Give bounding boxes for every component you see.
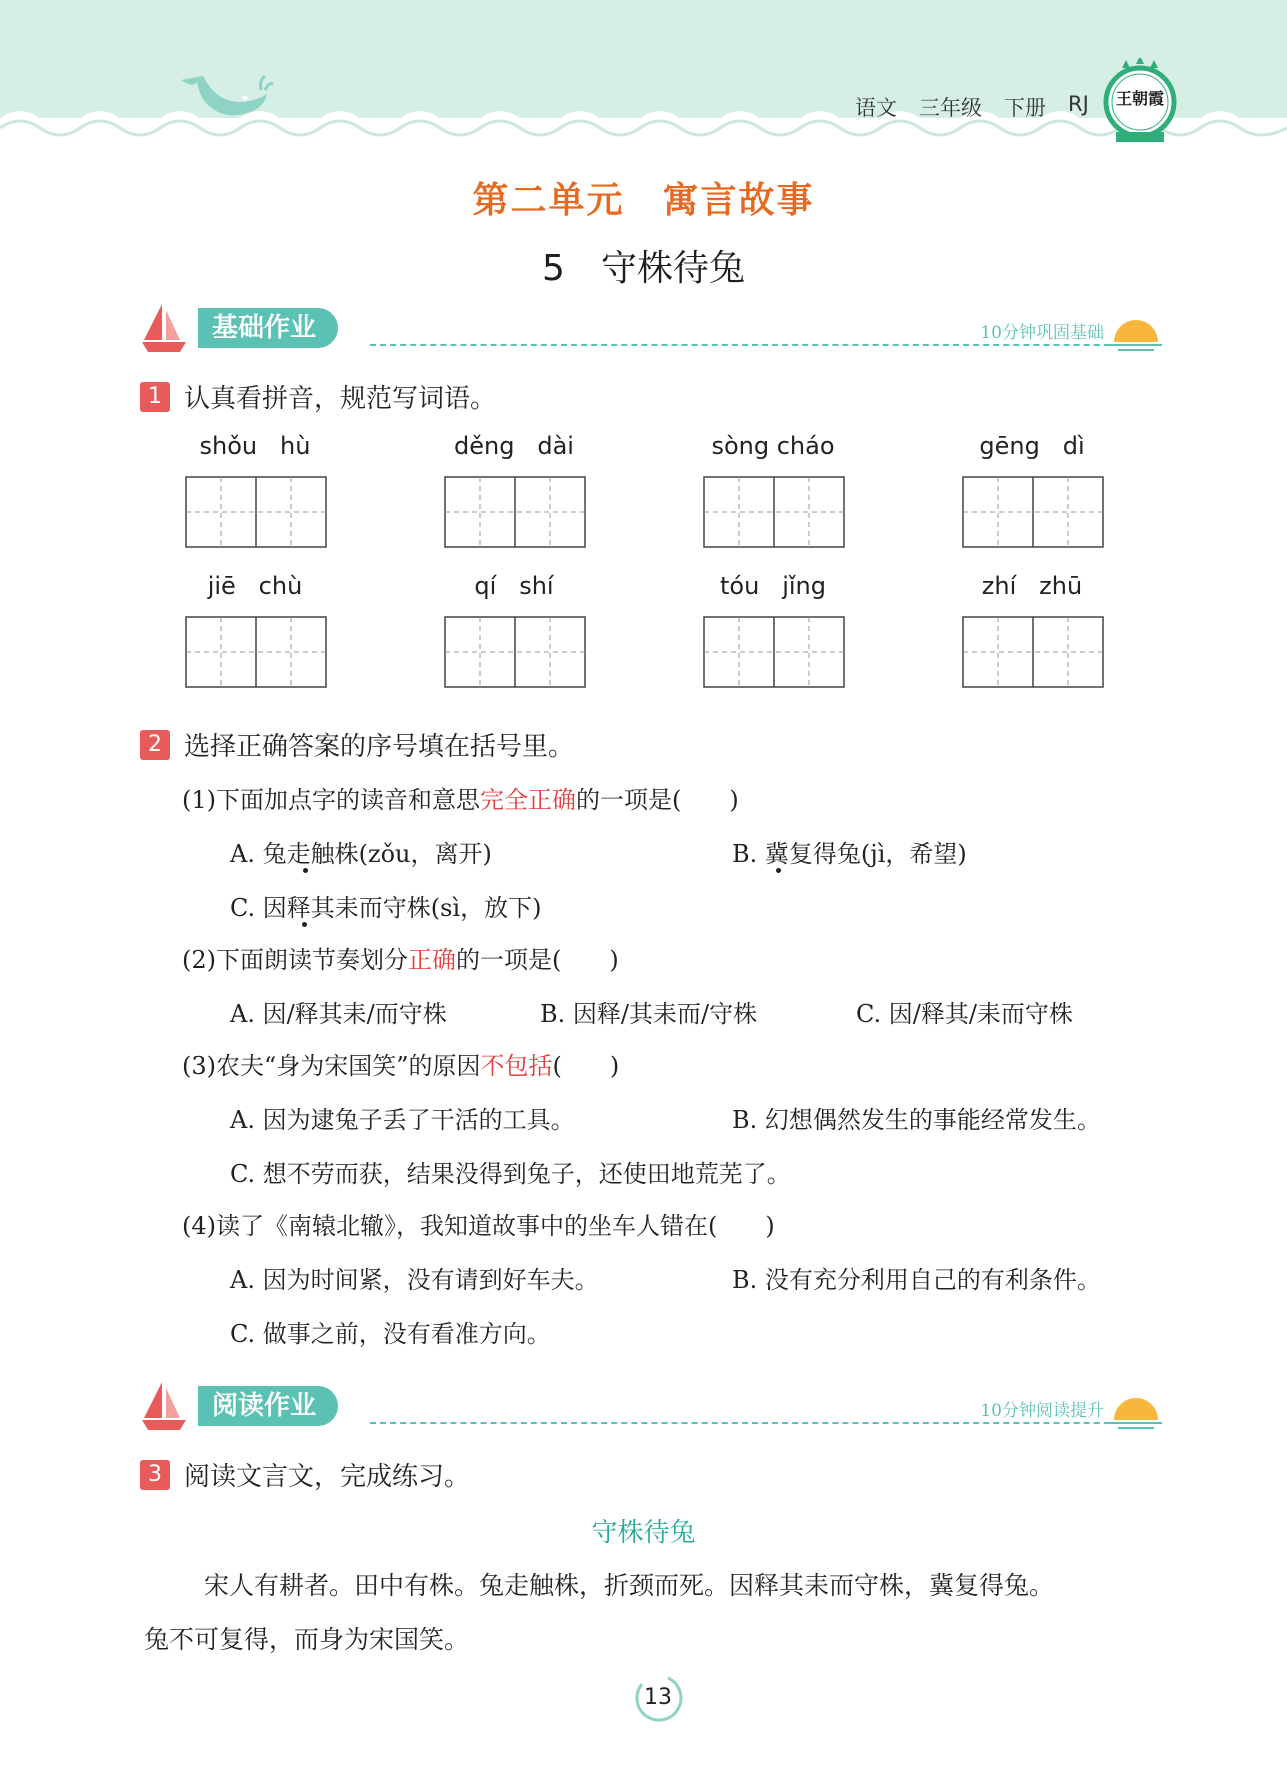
section-bar-basic [140,300,1170,360]
passage-line-2: 兔不可复得，而身为宋国笑。 [144,1625,470,1654]
sunset-icon [1108,1390,1164,1430]
emphasis-dot [303,868,308,873]
option-c[interactable]: C. 因释其耒而守株(sì，放下) [230,894,542,922]
pinyin-label: zhí zhū [981,572,1083,600]
writing-grid[interactable] [962,616,1104,688]
pinyin-label: qí shí [474,572,554,600]
page-number: 13 [644,1685,672,1710]
question-3-heading [140,1456,470,1493]
question-number: 3 [140,1460,170,1490]
question-number: 1 [140,382,170,412]
sunset-icon [1108,312,1164,352]
pinyin-label: děng dài [454,432,574,460]
pinyin-label: gēng dì [979,432,1085,460]
emphasis-dot [776,868,781,873]
pinyin-label: jiē chù [207,572,303,600]
option-b[interactable]: B. 冀复得兔(jì，希望) [732,840,967,868]
writing-grid[interactable] [444,476,586,548]
section-tag: 10分钟巩固基础 [980,323,1104,343]
writing-grid[interactable] [703,616,845,688]
option-c[interactable]: C. 想不劳而获，结果没得到兔子，还使田地荒芜了。 [230,1160,791,1188]
section-tag: 10分钟阅读提升 [980,1401,1104,1421]
emphasis-dot [302,922,307,927]
question-prompt: 阅读文言文，完成练习。 [184,1462,471,1492]
emphasis-text: 正确 [408,946,456,974]
section-label: 基础作业 [198,308,338,348]
pinyin-label: sòng cháo [711,432,835,460]
sub-question-4: (4)读了《南辕北辙》，我知道故事中的坐车人错在( ) [182,1212,775,1240]
brand-badge [1102,58,1178,148]
option-a[interactable]: A. 因为逮兔子丢了干活的工具。 [230,1106,575,1134]
passage-line-1: 宋人有耕者。田中有株。兔走触株，折颈而死。因释其耒而守株，冀复得兔。 [204,1571,1055,1600]
option-b[interactable]: B. 因释/其耒而/守株 [540,1000,758,1028]
pinyin-label: shǒu hù [199,432,311,460]
passage-title: 守株待兔 [591,1518,696,1548]
question-prompt: 选择正确答案的序号填在括号里。 [184,732,575,762]
whale-icon [175,72,275,134]
option-a[interactable]: A. 因/释其耒/而守株 [230,1000,447,1028]
sailboat-icon [140,300,188,354]
option-c[interactable]: C. 因/释其/耒而守株 [856,1000,1073,1028]
emphasis-text: 完全正确 [480,786,576,814]
page-number-badge [628,1672,688,1726]
emphasis-text: 不包括 [480,1052,553,1080]
question-prompt: 认真看拼音，规范写词语。 [184,384,497,414]
sub-question-2: (2)下面朗读节奏划分正确的一项是( ) [182,946,619,974]
unit-title: 第二单元 寓言故事 [472,180,815,221]
option-b[interactable]: B. 没有充分利用自己的有利条件。 [732,1266,1101,1294]
grade-label: 三年级 [919,96,982,120]
question-1-heading [140,378,496,415]
volume-label: 下册 [1004,96,1046,120]
writing-grid[interactable] [444,616,586,688]
question-2-heading [140,726,574,763]
section-divider [370,344,1150,346]
sub-question-1: (1)下面加点字的读音和意思完全正确的一项是( ) [182,786,739,814]
brand-name: 王朝霞 [1115,89,1164,108]
writing-grid[interactable] [185,476,327,548]
option-c[interactable]: C. 做事之前，没有看准方向。 [230,1320,551,1348]
sailboat-icon [140,1378,188,1432]
section-divider [370,1422,1150,1424]
section-label: 阅读作业 [198,1386,338,1426]
pinyin-label: tóu jǐng [720,572,826,600]
edition-label: RJ [1068,92,1089,116]
option-a[interactable]: A. 兔走触株(zǒu，离开) [230,840,492,868]
lesson-title: 5 守株待兔 [542,248,745,289]
subject-label: 语文 [855,96,897,120]
section-bar-reading [140,1378,1170,1438]
question-number: 2 [140,730,170,760]
header-meta [855,92,1287,122]
writing-grid[interactable] [185,616,327,688]
sub-question-3: (3)农夫“身为宋国笑”的原因不包括( ) [182,1052,620,1080]
writing-grid[interactable] [703,476,845,548]
option-b[interactable]: B. 幻想偶然发生的事能经常发生。 [732,1106,1101,1134]
option-a[interactable]: A. 因为时间紧，没有请到好车夫。 [230,1266,599,1294]
writing-grid[interactable] [962,476,1104,548]
